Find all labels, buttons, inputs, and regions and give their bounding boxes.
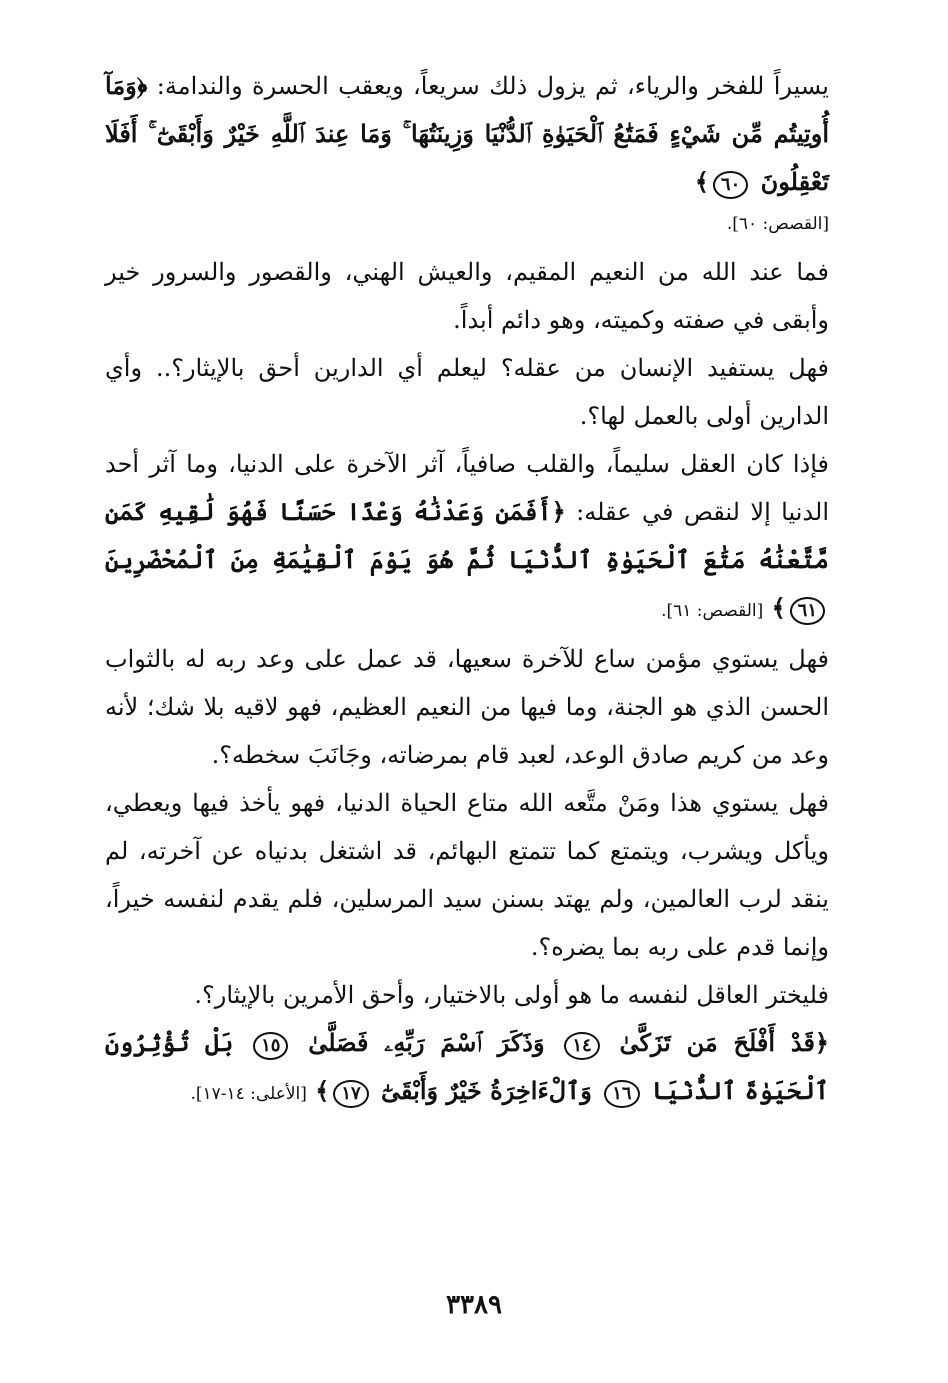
page-body xyxy=(105,62,829,1118)
verse-text: قَدْ أَفْلَحَ مَن تَزَكَّىٰ xyxy=(619,1028,815,1057)
ayah-number: ٦٠ xyxy=(713,171,748,199)
verse-text: وَذَكَرَ ٱسْمَ رَبِّهِۦ فَصَلَّىٰ xyxy=(308,1028,545,1057)
verse-text: أَفَمَن وَعَدْنَٰهُ وَعْدًا حَسَنًا فَهُوَ لَٰقِيهِ كَمَن مَّتَّعْنَٰهُ مَتَٰعَ ٱلْحَيَوٰةِ ٱلدُّنْيَا ثُمَّ هُوَ يَوْمَ ٱلْقِيَٰمَةِ مِنَ ٱلْمُحْضَرِينَ xyxy=(105,497,829,574)
paragraph-8 xyxy=(105,1019,829,1118)
ayah-number: ١٤ xyxy=(564,1032,599,1060)
verse-reference: [القصص: ٦٠]. xyxy=(726,214,829,234)
ornate-bracket-open: ﴿ xyxy=(814,1028,829,1057)
ornate-bracket-close: ﴾ xyxy=(771,593,786,622)
ornate-bracket-open: ﴿ xyxy=(136,71,148,100)
paragraph-7: فليختر العاقل لنفسه ما هو أولى بالاختيار، وأحق الأمرين بالإيثار؟. xyxy=(194,981,829,1009)
paragraph-text: فإذا كان العقل سليماً، والقلب صافياً، آثر الآخرة على الدنيا، وما آثر أحد الدنيا إلا لنقص في عقله: xyxy=(105,450,829,526)
paragraph-text: يسيراً للفخر والرياء، ثم يزول ذلك سريعاً، ويعقب الحسرة والندامة: xyxy=(156,72,829,100)
ornate-bracket-close: ﴾ xyxy=(315,1076,330,1105)
paragraph-5: فهل يستوي مؤمن ساع للآخرة سعيها، قد عمل على وعد ربه له بالثواب الحسن الذي هو الجنة، وما فيها من النعيم العظيم، فهو لاقيه بلا شك؛ لأنه وعد من كريم صادق الوعد، لعبد قام بمرضاته، وجَانَبَ سخطه؟. xyxy=(105,645,829,769)
paragraph-4 xyxy=(105,440,829,635)
paragraph-2: فما عند الله من النعيم المقيم، والعيش الهني، والقصور والسرور خير وأبقى في صفته وكميته، وهو دائم أبداً. xyxy=(105,258,829,334)
ayah-number: ٦١ xyxy=(790,597,825,625)
ornate-bracket-open: ﴿ xyxy=(551,497,566,526)
verse-text: وَمَآ أُوتِيتُم مِّن شَيْءٍ فَمَتَٰعُ ٱلْحَيَوٰةِ ٱلدُّنْيَا وَزِينَتُهَا ۚ وَمَا عِندَ ٱللَّهِ خَيْرٌ وَأَبْقَىٰٓ ۚ أَفَلَا تَعْقِلُونَ xyxy=(105,71,829,196)
ornate-bracket-close: ﴾ xyxy=(694,167,709,196)
paragraph-3: فهل يستفيد الإنسان من عقله؟ ليعلم أي الدارين أحق بالإيثار؟.. وأي الدارين أولى بالعمل لها؟. xyxy=(105,354,829,430)
paragraph-1 xyxy=(105,62,829,206)
paragraph-6: فهل يستوي هذا ومَنْ متَّعه الله متاع الحياة الدنيا، فهو يأخذ فيها ويعطي، ويأكل ويشرب، ويتمتع كما تتمتع البهائم، قد اشتغل بدنياه عن آخرته، لم ينقد لرب العالمين، ولم يهتد بسنن سيد المرسلين، فلم يقدم لنفسه خيراً، وإنما قدم على ربه بما يضره؟. xyxy=(105,789,829,961)
ayah-number: ١٥ xyxy=(253,1032,288,1060)
ayah-number: ١٦ xyxy=(604,1080,639,1108)
ayah-number: ١٧ xyxy=(333,1080,368,1108)
page-number: ٣٣٨٩ xyxy=(446,1290,502,1320)
verse-reference: [الأعلى: ١٤-١٧]. xyxy=(190,1084,307,1104)
verse-text: وَٱلْءَاخِرَةُ خَيْرٌ وَأَبْقَىٰٓ xyxy=(381,1076,592,1105)
verse-reference: [القصص: ٦١]. xyxy=(661,601,764,621)
verse-text: بَلْ تُؤْثِرُونَ ٱلْحَيَوٰةَ ٱلدُّنْيَا xyxy=(105,1028,829,1105)
